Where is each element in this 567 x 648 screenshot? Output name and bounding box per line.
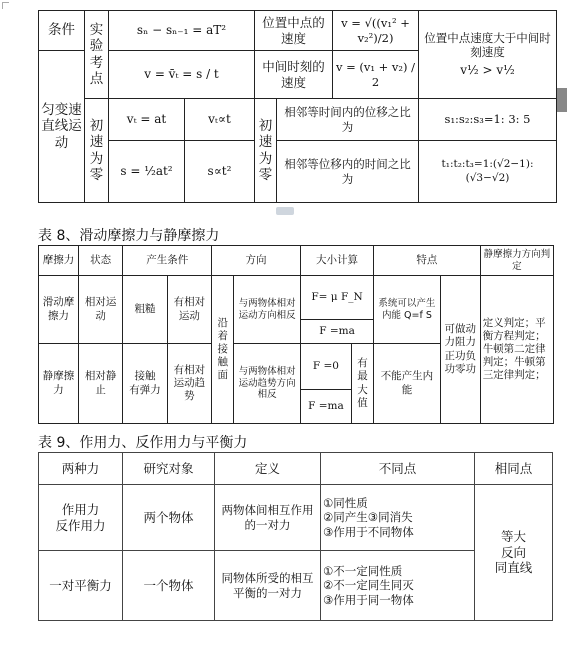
cell-sliding-direction: 与两物体相对运动方向相反 (234, 276, 301, 344)
header-research-object: 研究对象 (123, 453, 215, 485)
formula-displacement-time: s = ½at² (109, 141, 185, 203)
cell-uniform-acceleration-label: 匀变速直线运动 (39, 51, 85, 203)
table-friction (38, 245, 554, 424)
cell-middle-time-velocity: 中间时刻的速度 (255, 51, 333, 99)
header-direction: 方向 (212, 246, 301, 276)
cell-experiment-point: 实验考点 (85, 11, 109, 99)
cell-midpoint-comparison (419, 11, 557, 99)
header-magnitude: 大小计算 (300, 246, 373, 276)
cell-equal-displacement-time: 相邻等位移内的时间之比为 (277, 141, 419, 203)
cell-action-definition: 两物体间相互作用的一对力 (215, 485, 321, 551)
table-action-reaction (38, 452, 553, 621)
cell-similarities: 等大 反向 同直线 (475, 485, 553, 621)
formula-midpoint-velocity: v = √((v₁² + v₂²)/2) (333, 11, 419, 51)
formula-velocity-time: vₜ = at (109, 99, 185, 141)
caption-table-8: 表 8、滑动摩擦力与静摩擦力 (38, 228, 220, 244)
formula-static-zero: F =0 (300, 344, 351, 390)
header-friction: 摩擦力 (39, 246, 79, 276)
cell-relative-rest: 相对静止 (78, 344, 122, 424)
cell-static-direction: 与两物体相对运动趋势方向相反 (234, 344, 301, 424)
formula-sliding-newton: F =ma (300, 320, 373, 344)
cell-has-max-value: 有最大值 (351, 344, 373, 424)
cell-relative-motion-trend: 有相对运动趋势 (167, 344, 211, 424)
header-differences: 不同点 (321, 453, 475, 485)
cell-along-contact-surface: 沿着接触面 (212, 276, 234, 424)
cell-condition: 条件 (39, 11, 85, 51)
formula-middle-time-velocity: v = (v₁ + v₂) / 2 (333, 51, 419, 99)
cell-two-objects: 两个物体 (123, 485, 215, 551)
cell-rough: 粗糙 (123, 276, 167, 344)
cell-relative-motion: 相对运动 (78, 276, 122, 344)
cell-sliding-feature: 系统可以产生内能 Q=f S (374, 276, 441, 344)
header-state: 状态 (78, 246, 122, 276)
header-two-forces: 两种力 (39, 453, 123, 485)
cell-initial-zero-label: 初速为零 (85, 99, 109, 203)
cell-static-judgement: 定义判定；平衡方程判定；牛顿第二定律判定；牛顿第三定律判定； (480, 276, 553, 424)
formula-velocity-proportional: vₜ∝t (185, 99, 255, 141)
table-uniform-acceleration (38, 10, 557, 203)
table-resize-handle[interactable] (276, 207, 294, 215)
header-static-direction: 静摩擦力方向判定 (480, 246, 553, 276)
cell-initial-zero-label-2: 初速为零 (255, 99, 277, 203)
formula-time-ratio: t₁:t₂:t₃=1:(√2−1):(√3−√2) (419, 141, 557, 203)
header-conditions: 产生条件 (123, 246, 212, 276)
cell-equal-time-displacement: 相邻等时间内的位移之比为 (277, 99, 419, 141)
header-features: 特点 (374, 246, 481, 276)
formula-static-newton: F =ma (300, 390, 351, 424)
header-similarities: 相同点 (475, 453, 553, 485)
header-definition: 定义 (215, 453, 321, 485)
cell-has-relative-motion: 有相对运动 (167, 276, 211, 344)
comparison-text: 位置中点速度大于中间时刻速度 (424, 30, 551, 59)
cell-action-differences: ①同性质 ②同产生③同消失 ③作用于不同物体 (321, 485, 475, 551)
formula-consecutive-difference: sₙ − sₙ₋₁ = aT² (109, 11, 255, 51)
formula-average-velocity: v = v̄ₜ = s / t (109, 51, 255, 99)
cell-static-feature: 不能产生内能 (374, 344, 441, 424)
cell-work-types: 可做动力阻力正功负功零功 (440, 276, 480, 424)
caption-table-9: 表 9、作用力、反作用力与平衡力 (38, 435, 248, 451)
cell-sliding-friction: 滑动摩擦力 (39, 276, 79, 344)
scrollbar-fragment (557, 88, 567, 112)
cell-one-object: 一个物体 (123, 551, 215, 621)
formula-sliding-friction: F= μ F_N (300, 276, 373, 320)
cell-elastic-word: 有弹力 (129, 383, 161, 396)
cell-balanced-differences: ①不一定同性质 ②不一定同生同灭 ③作用于同一物体 (321, 551, 475, 621)
formula-displacement-proportional: s∝t² (185, 141, 255, 203)
comparison-formula: v½ > v½ (460, 63, 515, 78)
cell-action-reaction: 作用力 反作用力 (39, 485, 123, 551)
cell-static-friction: 静摩擦力 (39, 344, 79, 424)
formula-displacement-ratio: s₁:s₂:s₃=1: 3: 5 (419, 99, 557, 141)
cell-midpoint-velocity: 位置中点的速度 (255, 11, 333, 51)
cell-balanced-definition: 同物体所受的相互平衡的一对力 (215, 551, 321, 621)
cell-contact-word: 接触 (134, 370, 156, 383)
corner-mark-top-left (2, 2, 9, 9)
cell-balanced-forces: 一对平衡力 (39, 551, 123, 621)
cell-has-elastic-force (123, 344, 167, 424)
